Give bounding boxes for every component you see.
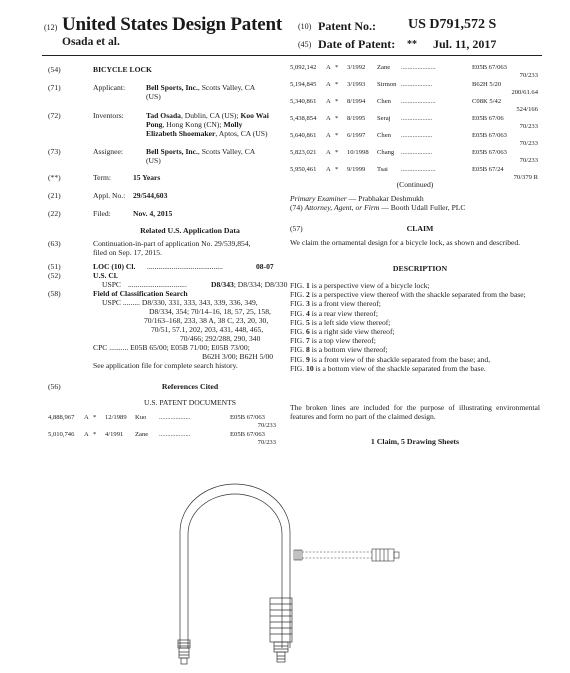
figure-description [290,281,540,290]
citation-subclass: 70/233 [519,140,538,147]
citation-kind: A [326,132,331,139]
citation-number: 5,194,845 [290,81,317,88]
patent-no-label: Patent No.: [318,19,376,33]
citation-row [290,166,540,174]
figure-text: is a front view of the shackle separated from the base; and, [309,354,491,364]
primary-examiner: Primary Examiner — Prabhakar Deshmukh [290,194,424,203]
code-54: (54) [48,65,61,74]
figure-prefix: FIG. [290,363,307,373]
citation-dots: ..................... [401,64,436,71]
code-21: (21) [48,191,61,200]
title-field: BICYCLE LOCK [93,65,152,74]
field-search-line-3: 70/163–168, 233, 38 A, 38 C, 23, 20, 30, [144,316,269,325]
document-title: United States Design Patent [62,14,282,35]
filed-value: Nov. 4, 2015 [133,209,173,218]
code-58: (58) [48,289,61,298]
citation-row [290,98,540,106]
field-search-line-6: CPC .......... E05B 65/00; E05B 71/00; E05B 73/00; [93,343,250,352]
figure-prefix: FIG. [290,336,307,346]
citation-star: * [335,81,339,88]
code-56: (56) [48,382,61,391]
patent-number: US D791,572 S [408,17,497,32]
citation-kind: A [326,115,331,122]
appl-no-value: 29/544,603 [133,191,168,200]
figure-prefix: FIG. [290,345,307,355]
continued-note: (Continued) [396,180,434,189]
citation-class: E05B 67/063 [472,64,507,71]
figure-description [290,364,540,373]
citation-subclass: 70/233 [519,157,538,164]
figure-number: 7 [306,336,310,346]
figure-prefix: FIG. [290,317,307,327]
citation-star: * [335,149,339,156]
figure-number: 2 [306,290,310,300]
citation-name: Zane [135,431,149,438]
citation-star: * [93,414,97,421]
figure-number: 6 [306,327,310,337]
inventors-line-1: Tad Osada, Dublin, CA (US); Koo Wai [146,111,269,120]
citation-star: * [335,64,339,71]
citation-name: Tsai [377,166,388,173]
citation-subclass: 70/233 [519,72,538,79]
figure-text: is a front view thereof; [309,299,381,309]
citation-dots: ..................... [401,166,436,173]
term-label: Term: [93,173,112,182]
citation-number: 5,340,861 [290,98,317,105]
citation-number: 5,823,021 [290,149,317,156]
figure-prefix: FIG. [290,281,307,290]
code-10: (10) [298,22,312,31]
citation-subclass: 524/166 [516,106,538,113]
citation-kind: A [326,149,331,156]
assignee-country: (US) [146,156,161,165]
related-title: Related U.S. Application Data [140,226,240,235]
figure-description [290,309,540,318]
field-search-line-2: D8/334, 354; 70/14–16, 18, 57, 25, 158, [149,307,271,316]
citation-class: E05B 67/06 [472,115,504,122]
citation-name: Chen [377,98,391,105]
citation-subclass: 70/233 [257,422,276,429]
citation-name: Chang [377,149,395,156]
field-search-line-5: 70/466; 292/288, 290, 340 [180,334,261,343]
us-cl-label: U.S. Cl. [93,271,118,280]
claim-text: We claim the ornamental design for a bicycle lock, as shown and described. [290,238,521,247]
citation-class: B62H 5/20 [472,81,502,88]
patent-date: Jul. 11, 2017 [433,37,497,51]
citation-subclass: 70/233 [519,123,538,130]
field-search-line-7: B62H 3/00; B62H 5/00 [202,352,274,361]
citation-date: 3/1993 [347,81,366,88]
citation-class: C08K 5/42 [472,98,502,105]
figure-description [290,290,540,299]
citation-date: 9/1999 [347,166,366,173]
citation-star: * [335,132,339,139]
citation-kind: A [326,98,331,105]
figure-description [290,327,540,336]
citation-number: 5,092,142 [290,64,317,71]
citation-star: * [335,115,339,122]
citation-subclass: 70/233 [257,439,276,446]
citation-number: 5,640,861 [290,132,317,139]
citation-date: 4/1991 [105,431,124,438]
citation-star: * [335,98,339,105]
claim-title: CLAIM [406,224,434,233]
field-search-label: Field of Classification Search [93,289,188,298]
broken-lines-note: The broken lines are included for the purpose of illustrating environmental features and form no part of the claimed design. [290,403,540,422]
figure-prefix: FIG. [290,299,307,309]
citation-dots: ................... [159,431,191,438]
citation-number: 5,010,746 [48,431,75,438]
code-term: (**) [48,173,61,182]
inventors-line-3: Elizabeth Shoemaker, Aptos, CA (US) [146,129,268,138]
figure-number: 4 [306,308,310,318]
citation-dots: ................... [401,132,433,139]
citation-name: Kuo [135,414,147,421]
inventors-label: Inventors: [93,111,124,120]
figure-number: 5 [306,317,310,327]
figure-description [290,299,540,308]
citation-row [290,132,540,140]
loc-dots: ........................................ [147,262,223,271]
citation-name: Zane [377,64,391,71]
applicant-label: Applicant: [93,83,126,92]
code-57: (57) [290,224,303,233]
references-title: References Cited [161,382,219,391]
loc-label: LOC (10) Cl. [93,262,136,271]
assignee-label: Assignee: [93,147,123,156]
description-title: DESCRIPTION [392,264,448,273]
code-52: (52) [48,271,61,280]
citation-name: Sirmon [377,81,397,88]
citation-row [48,414,298,422]
appl-no-label: Appl. No.: [93,191,126,200]
loc-value: 08-07 [256,262,274,271]
citation-kind: A [84,431,89,438]
figure-description [290,318,540,327]
claims-summary: 1 Claim, 5 Drawing Sheets [370,437,460,446]
continuation-line-2: filed on Sep. 17, 2015. [93,248,162,257]
us-docs-title: U.S. PATENT DOCUMENTS [144,398,236,407]
citation-kind: A [326,166,331,173]
filed-label: Filed: [93,209,111,218]
citation-kind: A [326,64,331,71]
code-71: (71) [48,83,61,92]
citation-class: E05B 67/063 [230,431,265,438]
citation-date: 6/1997 [347,132,366,139]
figure-description [290,355,540,364]
citation-kind: A [84,414,89,421]
figure-prefix: FIG. [290,327,307,337]
figure-description [290,336,540,345]
term-stars: ** [407,39,417,50]
field-search-line-1: USPC ......... D8/330, 331, 333, 343, 339, 336, 349, [102,298,258,307]
attorney: (74) Attorney, Agent, or Firm — Booth Udall Fuller, PLC [290,203,466,212]
figure-text: is a top view thereof; [309,336,376,346]
citation-star: * [335,166,339,173]
code-51: (51) [48,262,61,271]
field-search-line-8: See application file for complete search history. [93,361,238,370]
applicant-country: (US) [146,92,161,101]
citation-dots: ................... [159,414,191,421]
citation-row [290,81,540,89]
figure-number: 3 [306,299,310,309]
code-63: (63) [48,239,61,248]
figure-description [290,345,540,354]
code-22: (22) [48,209,61,218]
citation-dots: ................... [401,81,433,88]
code-72: (72) [48,111,61,120]
uspc-dots: ............................... [128,280,187,289]
figure-text: is a perspective view of a bicycle lock; [309,281,430,290]
code-12: (12) [44,23,58,32]
citation-name: Chen [377,132,391,139]
figure-number: 1 [306,281,310,290]
figure-text: is a perspective view thereof with the shackle separated from the base; [309,290,526,300]
code-73: (73) [48,147,61,156]
citation-dots: ..................... [401,98,436,105]
figure-text: is a bottom view thereof; [309,345,388,355]
figure-prefix: FIG. [290,308,307,318]
figure-number: 8 [306,345,310,355]
figure-number: 10 [306,363,314,373]
citation-class: E05B 67/063 [472,149,507,156]
figure-prefix: FIG. [290,290,307,300]
citation-date: 10/1998 [347,149,369,156]
uspc-value: D8/343; D8/334; D8/330 [211,280,288,289]
citation-row [290,149,540,157]
shackle-front-view-drawing [170,480,300,670]
figure-text: is a rear view thereof; [309,308,378,318]
assignee-value: Bell Sports, Inc., Scotts Valley, CA [146,147,256,156]
citation-row [48,431,298,439]
citation-subclass: 200/61.64 [511,89,538,96]
citation-number: 5,950,461 [290,166,317,173]
citation-number: 4,888,967 [48,414,75,421]
citation-row [290,115,540,123]
header-rule [42,55,542,56]
term-value: 15 Years [133,173,161,182]
shackle-bottom-view-drawing [292,544,402,566]
citation-subclass: 70/379 R [513,174,538,181]
inventors-line-2: Pong, Hong Kong (CN); Molly [146,120,243,129]
citation-number: 5,438,854 [290,115,317,122]
citation-date: 8/1994 [347,98,366,105]
uspc-label: USPC [102,280,121,289]
citation-date: 8/1995 [347,115,366,122]
citation-date: 12/1989 [105,414,127,421]
figure-text: is a bottom view of the shackle separated from the base. [313,363,486,373]
citation-kind: A [326,81,331,88]
code-45: (45) [298,40,312,49]
inventor-short: Osada et al. [62,36,120,48]
field-search-line-4: 70/51, 57.1, 202, 203, 431, 448, 465, [151,325,264,334]
figure-prefix: FIG. [290,354,307,364]
citation-dots: ................... [401,149,433,156]
citation-star: * [93,431,97,438]
citation-class: E05B 67/063 [230,414,265,421]
citation-date: 3/1992 [347,64,366,71]
continuation-line-1: Continuation-in-part of application No. 29/539,854, [93,239,251,248]
citation-name: Seraj [377,115,391,122]
figure-text: is a left side view thereof; [309,317,391,327]
applicant-value: Bell Sports, Inc., Scotts Valley, CA [146,83,256,92]
citation-class: E05B 67/063 [472,132,507,139]
citation-dots: ................... [401,115,433,122]
date-label: Date of Patent: [318,37,396,51]
citation-row [290,64,540,72]
figure-list [290,281,540,373]
figure-number: 9 [306,354,310,364]
figure-text: is a right side view thereof; [309,327,395,337]
citation-class: E05B 67/24 [472,166,504,173]
